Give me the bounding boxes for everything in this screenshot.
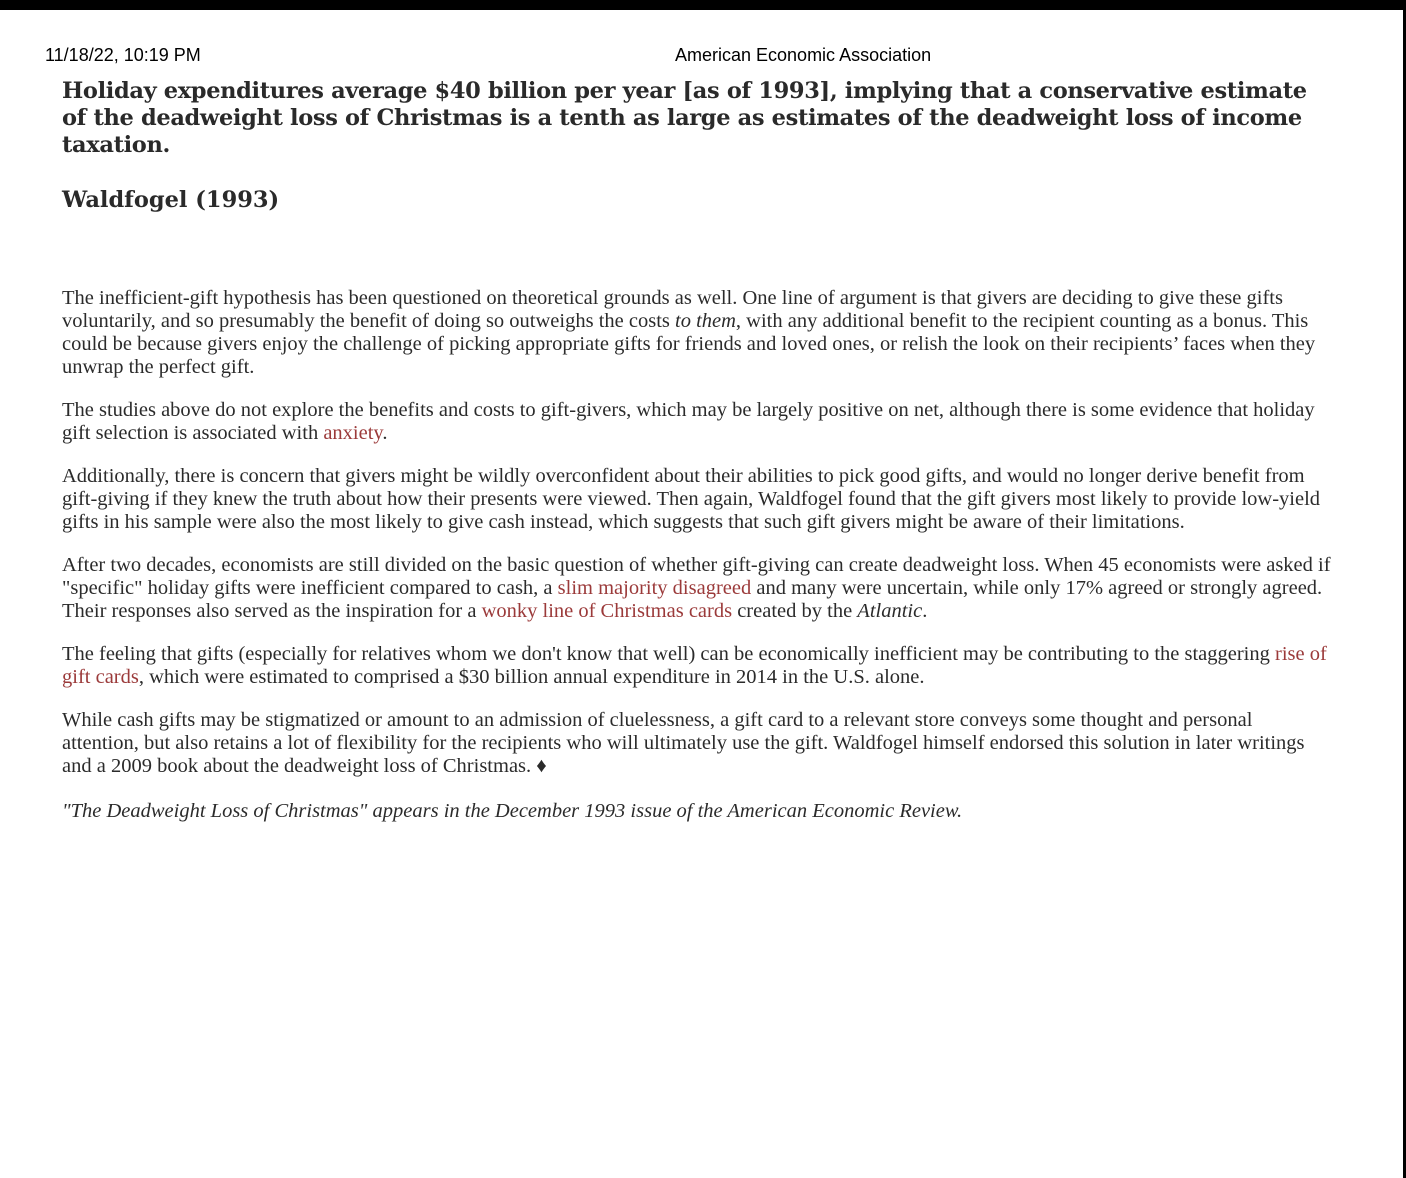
rise-of-gift-cards-link[interactable]: rise of gift cards xyxy=(62,643,1327,688)
paragraph-4-text-c: created by the xyxy=(732,600,858,622)
print-header xyxy=(0,45,1403,67)
printed-page xyxy=(0,10,1403,1178)
anxiety-link[interactable]: anxiety xyxy=(323,422,383,444)
paragraph-1-text-b: , with any additional benefit to the recipient counting as a bonus. This could be because givers enjoy the challenge of picking appropriate gifts for friends and loved ones, or relish the look on their recipients’ faces when they unwrap the perfect gift. xyxy=(62,310,1316,378)
christmas-cards-link[interactable]: wonky line of Christmas cards xyxy=(481,600,733,622)
paragraph-4-text-d: . xyxy=(922,600,928,622)
paragraph-2 xyxy=(62,399,1334,445)
citation-note: "The Deadweight Loss of Christmas" appears in the December 1993 issue of the American Economic Review. xyxy=(62,800,963,822)
article-body xyxy=(62,287,1334,823)
pull-quote: Holiday expenditures average $40 billion per year [as of 1993], implying that a conservative estimate of the deadweight loss of Christmas is a tenth as large as estimates of the deadweight loss of income taxation. xyxy=(62,78,1307,158)
paragraph-5-text-a: The feeling that gifts (especially for relatives whom we don't know that well) can be economically inefficient may be contributing to the staggering xyxy=(62,643,1276,665)
print-site-title: American Economic Association xyxy=(675,45,932,65)
paragraph-4 xyxy=(62,554,1334,623)
slim-majority-disagreed-link[interactable]: slim majority disagreed xyxy=(557,577,752,599)
paragraph-3: Additionally, there is concern that givers might be wildly overconfident about their abilities to pick good gifts, and would no longer derive benefit from gift-giving if they knew the truth about how their presents were viewed. Then again, Waldfogel found that the gift givers most likely to provide low-yield gifts in his sample were also the most likely to give cash instead, which suggests that such gift givers might be aware of their limitations. xyxy=(62,465,1321,533)
paragraph-6: While cash gifts may be stigmatized or amount to an admission of cluelessness, a gift card to a relevant store conveys some thought and personal attention, but also retains a lot of flexibility for the recipients who will ultimately use the gift. Waldfogel himself endorsed this solution in later writings and a 2009 book about the deadweight loss of Christmas. ♦ xyxy=(62,709,1305,777)
paragraph-2-text-b: . xyxy=(382,422,388,444)
paragraph-1 xyxy=(62,287,1334,379)
paragraph-5-text-b: , which were estimated to comprised a $30 billion annual expenditure in 2014 in the U.S. alone. xyxy=(138,666,925,688)
print-datetime: 11/18/22, 10:19 PM xyxy=(45,45,201,65)
paragraph-4-text-b: and many were uncertain, while only 17% agreed or strongly agreed. Their responses also served as the inspiration for a xyxy=(62,577,1323,622)
paragraph-1-emphasis: to them xyxy=(675,310,736,332)
article-content xyxy=(62,78,1334,823)
paragraph-4-text-a: After two decades, economists are still divided on the basic question of whether gift-giving can create deadweight loss. When 45 economists were asked if "specific" holiday gifts were inefficient compared to cash, a xyxy=(62,554,1331,599)
paragraph-2-text-a: The studies above do not explore the benefits and costs to gift-givers, which may be largely positive on net, although there is some evidence that holiday gift selection is associated with xyxy=(62,399,1315,444)
pull-quote-attribution: Waldfogel (1993) xyxy=(62,187,280,213)
paragraph-4-emphasis: Atlantic xyxy=(857,600,923,622)
paragraph-1-text-a: The inefficient-gift hypothesis has been questioned on theoretical grounds as well. One line of argument is that givers are deciding to give these gifts voluntarily, and so presumably the benefit of doing so outweighs the costs xyxy=(62,287,1283,332)
paragraph-5 xyxy=(62,643,1334,689)
